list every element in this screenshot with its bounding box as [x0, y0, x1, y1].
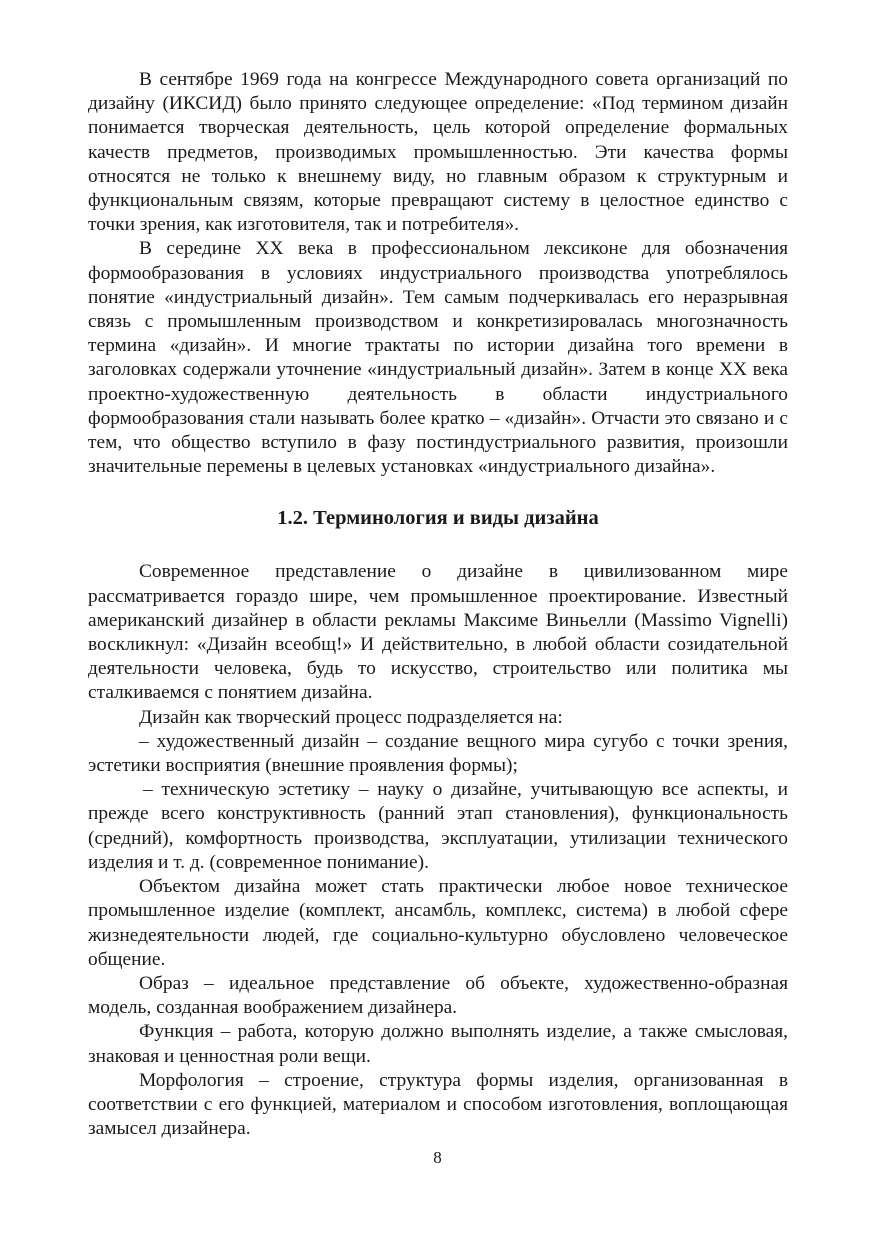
section-heading: 1.2. Терминология и виды дизайна [277, 507, 599, 530]
list-item-artistic-design: – художественный дизайн – создание вещного мира сугубо с точки зрения, эстетики восприятия (внешние проявления формы); [88, 730, 788, 777]
paragraph-image-definition: Образ – идеальное представление об объекте, художественно-образная модель, созданная воображением дизайнера. [88, 972, 788, 1019]
paragraph-function-definition: Функция – работа, которую должно выполнять изделие, а также смысловая, знаковая и ценностная роли вещи. [88, 1021, 788, 1067]
document-page [88, 68, 788, 1141]
page-number: 8 [433, 1148, 442, 1167]
paragraph-design-object: Объектом дизайна может стать практически любое новое техническое промышленное изделие (комплект, ансамбль, комплекс, система) в любой сфере жизнедеятельности людей, где социально-культурно обусловлено человеческое общение. [88, 876, 788, 970]
paragraph-modern-design: Современное представление о дизайне в цивилизованном мире рассматривается гораздо шире, чем промышленное проектирование. Известный американский дизайнер в области рекламы Максиме Виньелли (Massimo Vignelli) воскликнул: «Дизайн всеобщ!» И действительно, в любой области созидательной деятельности человека, будь то искусство, строительство или политика мы сталкиваемся с понятием дизайна. [88, 561, 788, 704]
paragraph-list-lead: Дизайн как творческий процесс подразделяется на: [139, 706, 563, 728]
list-item-technical-aesthetics: – техническую эстетику – науку о дизайне, учитывающую все аспекты, и прежде всего конструктивность (ранний этап становления), функциональность (средний), комфортность производства, эксплуатации, утилизации технического изделия и т. д. (современное понимание). [88, 779, 788, 873]
paragraph-morphology-definition: Морфология – строение, структура формы изделия, организованная в соответствии с его функцией, материалом и способом изготовления, воплощающая замысел дизайнера. [88, 1069, 788, 1140]
paragraph-iksid-definition: В сентябре 1969 года на конгрессе Международного совета организаций по дизайну (ИКСИД) было принято следующее определение: «Под термином дизайн понимается творческая деятельность, цель которой определение формальных качеств предметов, производимых промышленностью. Эти качества формы относятся не только к внешнему виду, но главным образом к структурным и функциональным связям, которые превращают систему в целостное единство с точки зрения, как изготовителя, так и потребителя». [88, 69, 788, 236]
paragraph-industrial-design: В середине XX века в профессиональном лексиконе для обозначения формообразования в условиях индустриального производства употреблялось понятие «индустриальный дизайн». Тем самым подчеркивалась его неразрывная связь с промышленным производством и конкретизировалась многозначность термина «дизайн». И многие трактаты по истории дизайна того времени в заголовках содержали уточнение «индустриальный дизайн». Затем в конце XX века проектно-художественную деятельность в области индустриального формообразования стали называть более кратко – «дизайн». Отчасти это связано и с тем, что общество вступило в фазу постиндустриального развития, произошли значительные перемены в целевых установках «индустриального дизайна». [88, 238, 788, 478]
